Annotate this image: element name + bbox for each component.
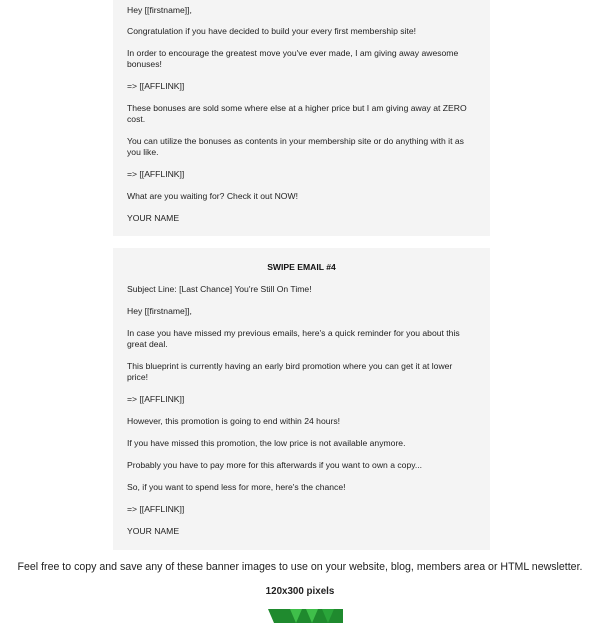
signature: YOUR NAME xyxy=(127,526,180,536)
email-line: Hey [[firstname]], xyxy=(127,5,192,15)
email-line: If you have missed this promotion, the low price is not available anymore. xyxy=(127,438,406,448)
email-line: In case you have missed my previous emails, here's a quick reminder for you about this great deal. xyxy=(127,328,460,349)
email-line: However, this promotion is going to end within 24 hours! xyxy=(127,416,341,426)
swipe-email-title: SWIPE EMAIL #4 xyxy=(267,262,336,272)
afflink-placeholder: => [[AFFLINK]] xyxy=(127,169,185,179)
email-line: This blueprint is currently having an early bird promotion where you can get it at lower price! xyxy=(127,361,453,382)
email-line: Hey [[firstname]], xyxy=(127,306,192,316)
banner-size-heading: 120x300 pixels xyxy=(265,586,335,597)
swipe-email-4-box xyxy=(113,248,490,550)
banner-instructions: Feel free to copy and save any of these banner images to use on your website, blog, members area or HTML newsletter. xyxy=(17,561,583,573)
subject-line: Subject Line: [Last Chance] You're Still On Time! xyxy=(127,284,312,294)
afflink-placeholder: => [[AFFLINK]] xyxy=(127,394,185,404)
email-line: So, if you want to spend less for more, here's the chance! xyxy=(127,482,346,492)
email-line: Probably you have to pay more for this afterwards if you want to own a copy... xyxy=(127,460,423,470)
email-line: These bonuses are sold some where else at a higher price but I am giving away at ZERO cost. xyxy=(127,103,467,124)
email-line: Congratulation if you have decided to build your every first membership site! xyxy=(127,26,416,36)
banner-artwork xyxy=(260,609,343,623)
swipe-email-3-box xyxy=(113,0,490,236)
afflink-placeholder: => [[AFFLINK]] xyxy=(127,81,185,91)
email-line: You can utilize the bonuses as contents in your membership site or do anything with it as you like. xyxy=(127,136,464,157)
afflink-placeholder: => [[AFFLINK]] xyxy=(127,504,185,514)
banner-image[interactable] xyxy=(260,609,343,623)
email-line: What are you waiting for? Check it out NOW! xyxy=(127,191,298,201)
email-line: In order to encourage the greatest move you've ever made, I am giving away awesome bonuses! xyxy=(127,48,459,69)
signature: YOUR NAME xyxy=(127,213,180,223)
